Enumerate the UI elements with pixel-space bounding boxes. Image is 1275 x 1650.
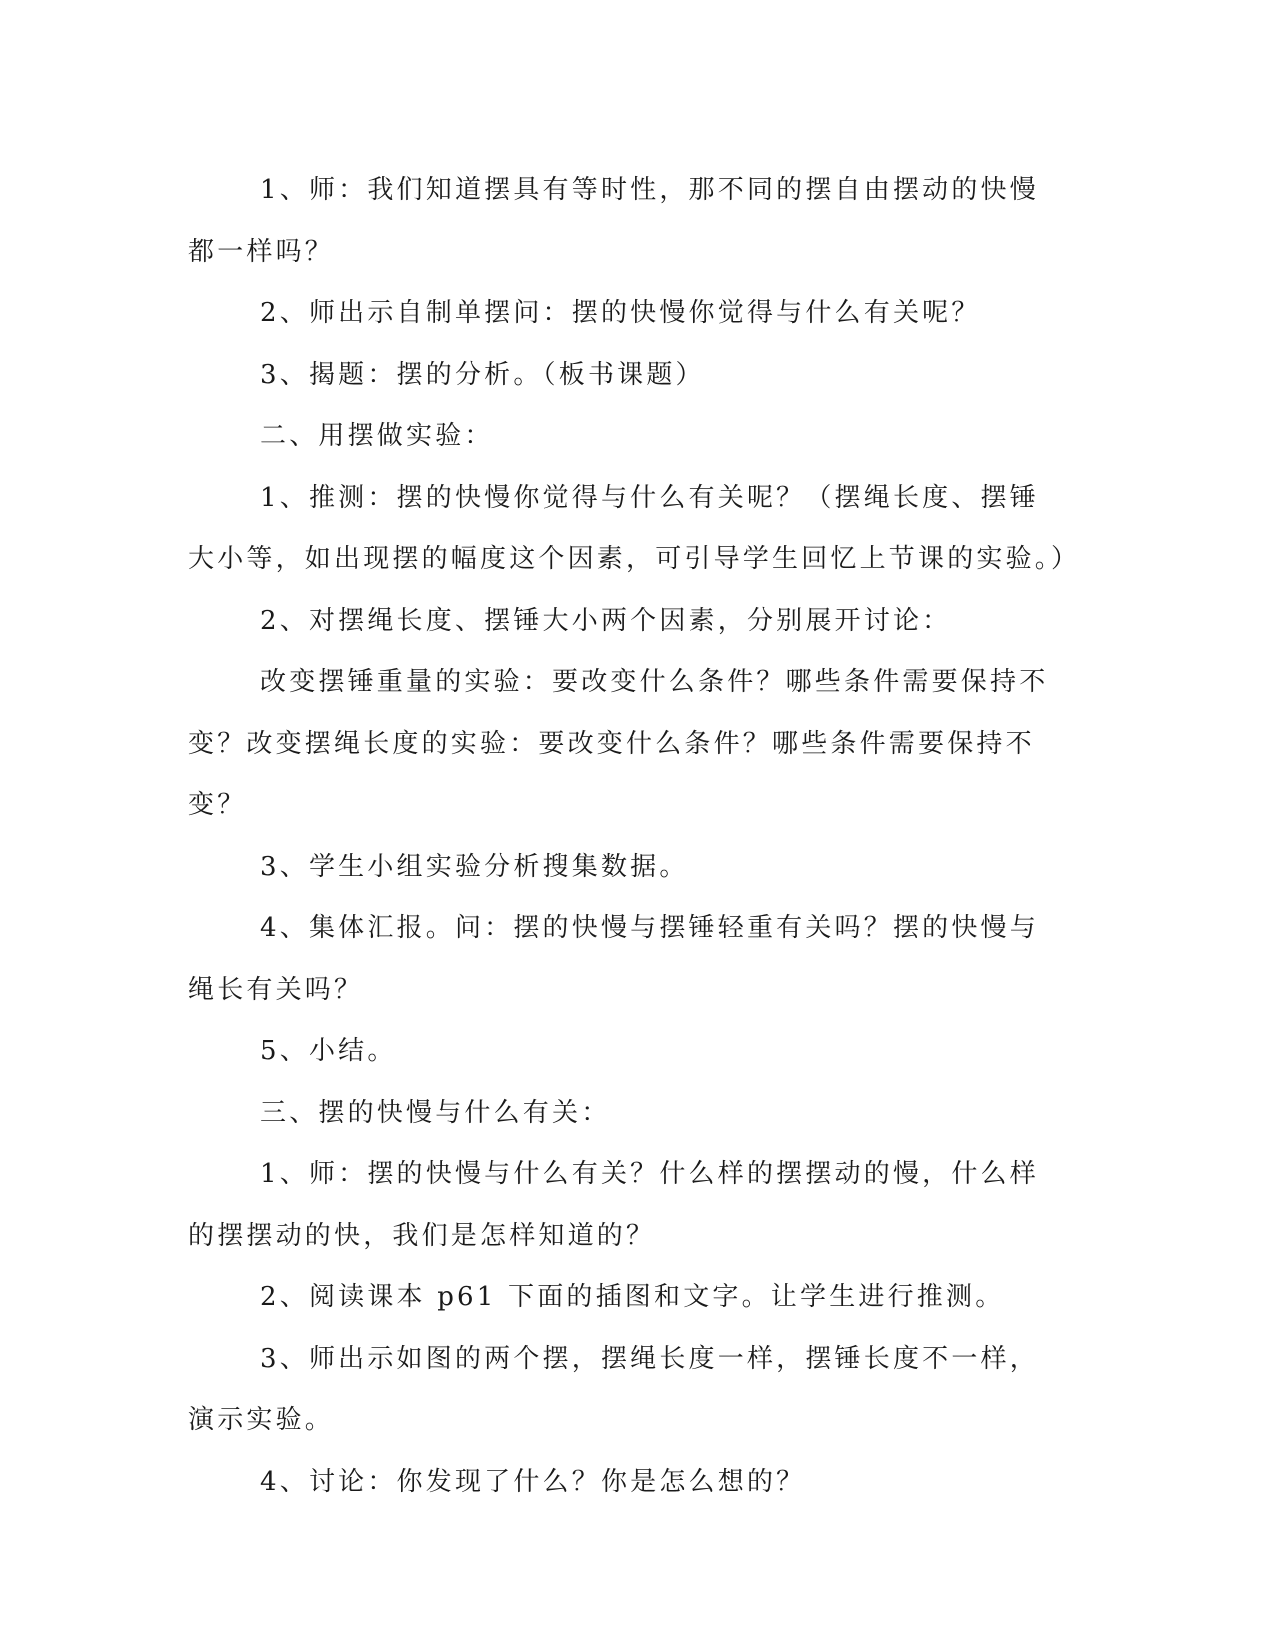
paragraph-hypothesis: 1、推测：摆的快慢你觉得与什么有关呢？（摆绳长度、摆锤大小等，如出现摆的幅度这个因素，可引导学生回忆上节课的实验。） xyxy=(188,482,1081,574)
paragraph-discuss-factors: 2、对摆绳长度、摆锤大小两个因素，分别展开讨论： xyxy=(260,605,952,636)
paragraph-read-textbook: 2、阅读课本 p61 下面的插图和文字。让学生进行推测。 xyxy=(260,1282,1005,1312)
paragraph-discussion: 4、讨论：你发现了什么？你是怎么想的？ xyxy=(260,1466,806,1497)
paragraph-demo-two-pendulums: 3、师出示如图的两个摆，摆绳长度一样，摆锤长度不一样，演示实验。 xyxy=(188,1343,1039,1435)
paragraph-summary: 5、小结。 xyxy=(260,1036,397,1066)
paragraph-group-experiment: 3、学生小组实验分析搜集数据。 xyxy=(260,851,689,882)
paragraph-experiment-conditions: 改变摆锤重量的实验：要改变什么条件？哪些条件需要保持不变？改变摆绳长度的实验：要改变什么条件？哪些条件需要保持不变？ xyxy=(188,667,1049,820)
section-heading-experiment: 二、用摆做实验： xyxy=(260,421,494,451)
paragraph-report: 4、集体汇报。问：摆的快慢与摆锤轻重有关吗？摆的快慢与绳长有关吗？ xyxy=(188,913,1039,1005)
paragraph-show-pendulum: 2、师出示自制单摆问：摆的快慢你觉得与什么有关呢？ xyxy=(260,298,981,328)
section-heading-factors: 三、摆的快慢与什么有关： xyxy=(260,1097,611,1128)
document-body xyxy=(188,160,1081,1513)
paragraph-reveal-topic: 3、揭题：摆的分析。（板书课题） xyxy=(260,359,705,390)
paragraph-intro-question: 1、师：我们知道摆具有等时性，那不同的摆自由摆动的快慢都一样吗？ xyxy=(188,175,1039,267)
paragraph-teacher-question: 1、师：摆的快慢与什么有关？什么样的摆摆动的慢，什么样的摆摆动的快，我们是怎样知道的？ xyxy=(188,1159,1039,1251)
